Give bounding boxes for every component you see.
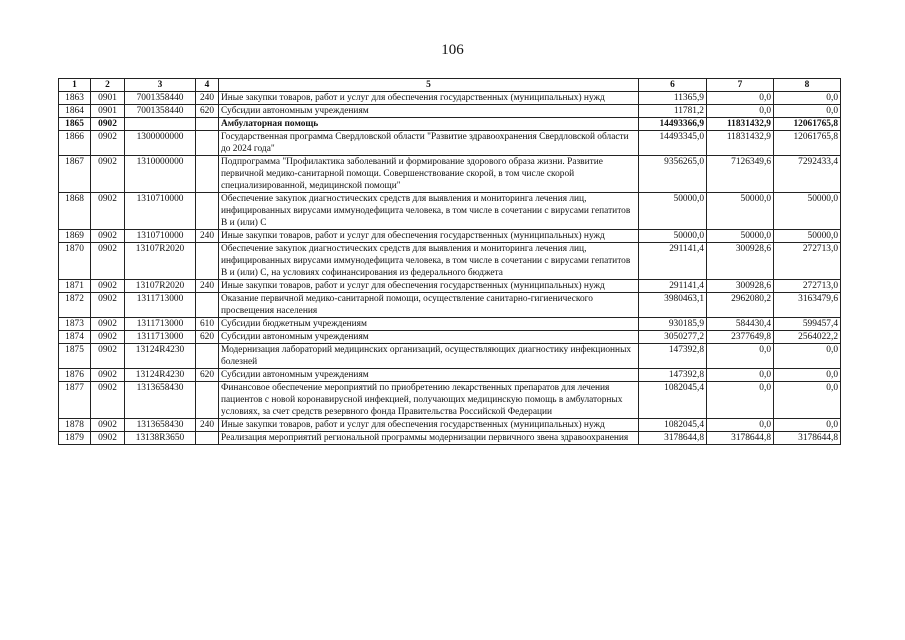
page-number: 106 bbox=[441, 42, 464, 58]
amount-col8-cell: 272713,0 bbox=[774, 243, 841, 280]
section-code-cell: 0902 bbox=[91, 118, 125, 131]
target-code-cell: 1310710000 bbox=[125, 230, 196, 243]
table-row bbox=[59, 293, 841, 318]
target-code-cell: 7001358440 bbox=[125, 92, 196, 105]
row-number-cell: 1875 bbox=[59, 344, 91, 369]
row-number-cell: 1871 bbox=[59, 280, 91, 293]
target-code-cell: 7001358440 bbox=[125, 105, 196, 118]
expense-type-cell: 620 bbox=[196, 105, 219, 118]
item-name-cell: Субсидии автономным учреждениям bbox=[219, 331, 639, 344]
expense-type-cell: 240 bbox=[196, 280, 219, 293]
section-code-cell: 0902 bbox=[91, 156, 125, 193]
target-code-cell: 1311713000 bbox=[125, 331, 196, 344]
table-row bbox=[59, 131, 841, 156]
expense-type-cell: 610 bbox=[196, 318, 219, 331]
target-code-cell: 1311713000 bbox=[125, 293, 196, 318]
header-cell-8: 8 bbox=[774, 79, 841, 92]
amount-col6-cell: 3980463,1 bbox=[639, 293, 707, 318]
amount-col7-cell: 2377649,8 bbox=[707, 331, 774, 344]
amount-col7-cell: 0,0 bbox=[707, 344, 774, 369]
table-body bbox=[59, 92, 841, 445]
table-row bbox=[59, 344, 841, 369]
amount-col6-cell: 147392,8 bbox=[639, 369, 707, 382]
item-name-cell: Обеспечение закупок диагностических средств для выявления и мониторинга лечения лиц, инфицированных вирусами иммунодефицита человека, в том числе в сочетании с вирусами гепатитов B и (или) C bbox=[219, 193, 639, 230]
item-name-cell: Амбулаторная помощь bbox=[219, 118, 639, 131]
amount-col7-cell: 0,0 bbox=[707, 369, 774, 382]
header-cell-3: 3 bbox=[125, 79, 196, 92]
amount-col6-cell: 291141,4 bbox=[639, 243, 707, 280]
item-name-cell: Государственная программа Свердловской области "Развитие здравоохранения Свердловской области до 2024 года" bbox=[219, 131, 639, 156]
item-name-cell: Иные закупки товаров, работ и услуг для обеспечения государственных (муниципальных) нужд bbox=[219, 230, 639, 243]
item-name-cell: Субсидии бюджетным учреждениям bbox=[219, 318, 639, 331]
section-code-cell: 0902 bbox=[91, 293, 125, 318]
table-row bbox=[59, 118, 841, 131]
table-row bbox=[59, 105, 841, 118]
header-cell-1: 1 bbox=[59, 79, 91, 92]
row-number-cell: 1870 bbox=[59, 243, 91, 280]
amount-col6-cell: 9356265,0 bbox=[639, 156, 707, 193]
amount-col8-cell: 3178644,8 bbox=[774, 432, 841, 445]
row-number-cell: 1876 bbox=[59, 369, 91, 382]
item-name-cell: Подпрограмма "Профилактика заболеваний и формирование здорового образа жизни. Развитие первичной медико-санитарной помощи. Совершенствование скорой, в том числе скорой специализированной, медицинской помощи" bbox=[219, 156, 639, 193]
amount-col6-cell: 1082045,4 bbox=[639, 382, 707, 419]
amount-col7-cell: 584430,4 bbox=[707, 318, 774, 331]
table-row bbox=[59, 432, 841, 445]
amount-col8-cell: 3163479,6 bbox=[774, 293, 841, 318]
amount-col7-cell: 50000,0 bbox=[707, 193, 774, 230]
amount-col7-cell: 0,0 bbox=[707, 92, 774, 105]
row-number-cell: 1866 bbox=[59, 131, 91, 156]
table-row bbox=[59, 230, 841, 243]
amount-col6-cell: 3050277,2 bbox=[639, 331, 707, 344]
row-number-cell: 1869 bbox=[59, 230, 91, 243]
amount-col8-cell: 0,0 bbox=[774, 92, 841, 105]
section-code-cell: 0902 bbox=[91, 419, 125, 432]
row-number-cell: 1865 bbox=[59, 118, 91, 131]
amount-col6-cell: 50000,0 bbox=[639, 230, 707, 243]
target-code-cell: 13107R2020 bbox=[125, 243, 196, 280]
amount-col8-cell: 0,0 bbox=[774, 105, 841, 118]
target-code-cell: 1311713000 bbox=[125, 318, 196, 331]
amount-col6-cell: 11781,2 bbox=[639, 105, 707, 118]
amount-col6-cell: 14493345,0 bbox=[639, 131, 707, 156]
amount-col8-cell: 7292433,4 bbox=[774, 156, 841, 193]
amount-col8-cell: 50000,0 bbox=[774, 193, 841, 230]
table-row bbox=[59, 243, 841, 280]
expense-type-cell bbox=[196, 193, 219, 230]
section-code-cell: 0902 bbox=[91, 318, 125, 331]
row-number-cell: 1873 bbox=[59, 318, 91, 331]
section-code-cell: 0902 bbox=[91, 243, 125, 280]
expense-type-cell bbox=[196, 243, 219, 280]
amount-col6-cell: 147392,8 bbox=[639, 344, 707, 369]
target-code-cell: 1300000000 bbox=[125, 131, 196, 156]
amount-col8-cell: 0,0 bbox=[774, 344, 841, 369]
amount-col7-cell: 3178644,8 bbox=[707, 432, 774, 445]
table-row bbox=[59, 382, 841, 419]
amount-col6-cell: 50000,0 bbox=[639, 193, 707, 230]
amount-col7-cell: 300928,6 bbox=[707, 280, 774, 293]
item-name-cell: Субсидии автономным учреждениям bbox=[219, 369, 639, 382]
section-code-cell: 0902 bbox=[91, 382, 125, 419]
amount-col6-cell: 14493366,9 bbox=[639, 118, 707, 131]
section-code-cell: 0902 bbox=[91, 230, 125, 243]
amount-col7-cell: 11831432,9 bbox=[707, 118, 774, 131]
target-code-cell: 1313658430 bbox=[125, 419, 196, 432]
header-cell-2: 2 bbox=[91, 79, 125, 92]
amount-col6-cell: 1082045,4 bbox=[639, 419, 707, 432]
amount-col7-cell: 0,0 bbox=[707, 105, 774, 118]
amount-col7-cell: 7126349,6 bbox=[707, 156, 774, 193]
row-number-cell: 1868 bbox=[59, 193, 91, 230]
row-number-cell: 1872 bbox=[59, 293, 91, 318]
amount-col7-cell: 11831432,9 bbox=[707, 131, 774, 156]
amount-col8-cell: 0,0 bbox=[774, 369, 841, 382]
target-code-cell bbox=[125, 118, 196, 131]
row-number-cell: 1879 bbox=[59, 432, 91, 445]
item-name-cell: Модернизация лабораторий медицинских организаций, осуществляющих диагностику инфекционных болезней bbox=[219, 344, 639, 369]
amount-col6-cell: 11365,9 bbox=[639, 92, 707, 105]
table-row bbox=[59, 156, 841, 193]
row-number-cell: 1878 bbox=[59, 419, 91, 432]
expense-type-cell bbox=[196, 432, 219, 445]
amount-col6-cell: 291141,4 bbox=[639, 280, 707, 293]
section-code-cell: 0901 bbox=[91, 105, 125, 118]
section-code-cell: 0902 bbox=[91, 131, 125, 156]
target-code-cell: 1310000000 bbox=[125, 156, 196, 193]
table-row bbox=[59, 419, 841, 432]
amount-col8-cell: 2564022,2 bbox=[774, 331, 841, 344]
table-row bbox=[59, 331, 841, 344]
row-number-cell: 1863 bbox=[59, 92, 91, 105]
amount-col7-cell: 300928,6 bbox=[707, 243, 774, 280]
section-code-cell: 0902 bbox=[91, 193, 125, 230]
amount-col8-cell: 0,0 bbox=[774, 419, 841, 432]
item-name-cell: Обеспечение закупок диагностических средств для выявления и мониторинга лечения лиц, инфицированных вирусами иммунодефицита человека, в том числе в сочетании с вирусами гепатитов B и (или) C, на условиях софинансирования из федерального бюджета bbox=[219, 243, 639, 280]
amount-col7-cell: 0,0 bbox=[707, 382, 774, 419]
target-code-cell: 13107R2020 bbox=[125, 280, 196, 293]
amount-col8-cell: 0,0 bbox=[774, 382, 841, 419]
header-cell-6: 6 bbox=[639, 79, 707, 92]
section-code-cell: 0902 bbox=[91, 432, 125, 445]
table-row bbox=[59, 318, 841, 331]
amount-col8-cell: 599457,4 bbox=[774, 318, 841, 331]
header-cell-7: 7 bbox=[707, 79, 774, 92]
section-code-cell: 0902 bbox=[91, 344, 125, 369]
target-code-cell: 13124R4230 bbox=[125, 369, 196, 382]
row-number-cell: 1867 bbox=[59, 156, 91, 193]
table-row bbox=[59, 193, 841, 230]
expense-type-cell: 240 bbox=[196, 230, 219, 243]
target-code-cell: 13138R3650 bbox=[125, 432, 196, 445]
table-row bbox=[59, 92, 841, 105]
section-code-cell: 0902 bbox=[91, 331, 125, 344]
expense-type-cell bbox=[196, 131, 219, 156]
row-number-cell: 1864 bbox=[59, 105, 91, 118]
amount-col8-cell: 12061765,8 bbox=[774, 131, 841, 156]
item-name-cell: Иные закупки товаров, работ и услуг для обеспечения государственных (муниципальных) нужд bbox=[219, 92, 639, 105]
amount-col8-cell: 12061765,8 bbox=[774, 118, 841, 131]
header-cell-4: 4 bbox=[196, 79, 219, 92]
amount-col7-cell: 50000,0 bbox=[707, 230, 774, 243]
budget-table bbox=[58, 78, 841, 445]
amount-col6-cell: 930185,9 bbox=[639, 318, 707, 331]
expense-type-cell bbox=[196, 118, 219, 131]
amount-col8-cell: 50000,0 bbox=[774, 230, 841, 243]
expense-type-cell bbox=[196, 382, 219, 419]
target-code-cell: 1313658430 bbox=[125, 382, 196, 419]
item-name-cell: Реализация мероприятий региональной программы модернизации первичного звена здравоохранения bbox=[219, 432, 639, 445]
expense-type-cell: 620 bbox=[196, 369, 219, 382]
item-name-cell: Субсидии автономным учреждениям bbox=[219, 105, 639, 118]
amount-col6-cell: 3178644,8 bbox=[639, 432, 707, 445]
row-number-cell: 1874 bbox=[59, 331, 91, 344]
item-name-cell: Иные закупки товаров, работ и услуг для обеспечения государственных (муниципальных) нужд bbox=[219, 419, 639, 432]
target-code-cell: 1310710000 bbox=[125, 193, 196, 230]
amount-col7-cell: 2962080,2 bbox=[707, 293, 774, 318]
section-code-cell: 0902 bbox=[91, 369, 125, 382]
expense-type-cell bbox=[196, 344, 219, 369]
amount-col7-cell: 0,0 bbox=[707, 419, 774, 432]
item-name-cell: Оказание первичной медико-санитарной помощи, осуществление санитарно-гигиенического просвещения населения bbox=[219, 293, 639, 318]
target-code-cell: 13124R4230 bbox=[125, 344, 196, 369]
amount-col8-cell: 272713,0 bbox=[774, 280, 841, 293]
row-number-cell: 1877 bbox=[59, 382, 91, 419]
expense-type-cell: 240 bbox=[196, 92, 219, 105]
header-cell-5: 5 bbox=[219, 79, 639, 92]
table-row bbox=[59, 280, 841, 293]
expense-type-cell: 620 bbox=[196, 331, 219, 344]
expense-type-cell: 240 bbox=[196, 419, 219, 432]
item-name-cell: Финансовое обеспечение мероприятий по приобретению лекарственных препаратов для лечения пациентов с новой коронавирусной инфекцией, получающих медицинскую помощь в амбулаторных условиях, за счет средств резервного фонда Правительства Российской Федерации bbox=[219, 382, 639, 419]
header-row bbox=[59, 79, 841, 92]
expense-type-cell bbox=[196, 293, 219, 318]
table-row bbox=[59, 369, 841, 382]
section-code-cell: 0901 bbox=[91, 92, 125, 105]
section-code-cell: 0902 bbox=[91, 280, 125, 293]
item-name-cell: Иные закупки товаров, работ и услуг для обеспечения государственных (муниципальных) нужд bbox=[219, 280, 639, 293]
expense-type-cell bbox=[196, 156, 219, 193]
